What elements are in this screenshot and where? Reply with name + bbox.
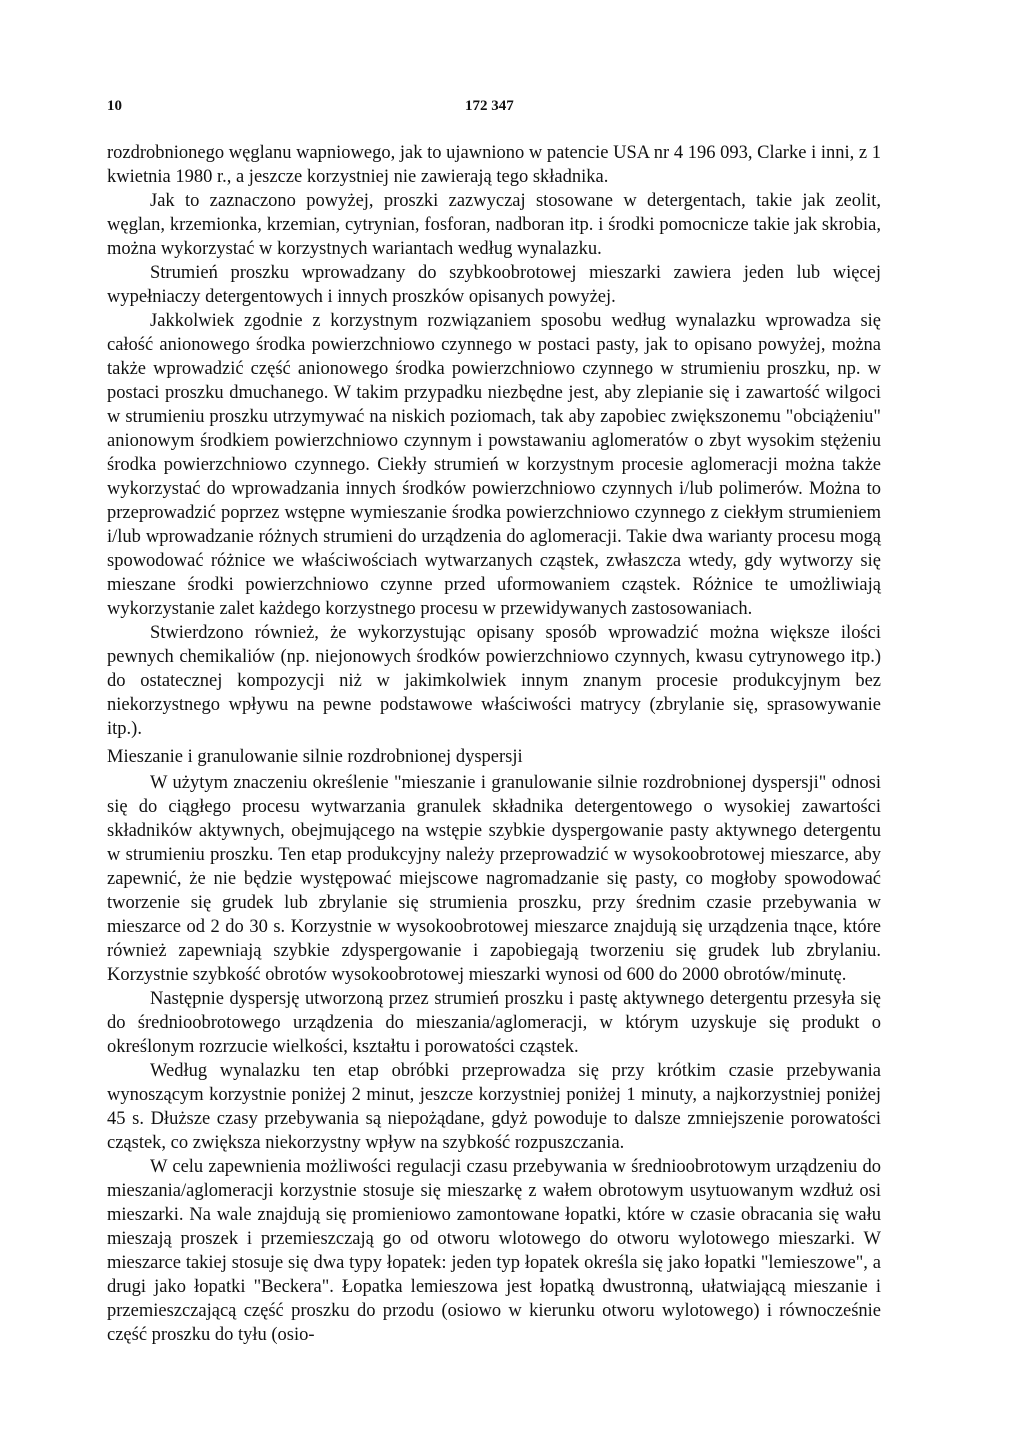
paragraph: W celu zapewnienia możliwości regulacji czasu przebywania w średnioobrotowym urządzeniu do mieszania/aglomeracji korzystnie stosuje się mieszarkę z wałem obrotowym usytuowanym wzdłuż osi mieszarki. Na wale znajdują się promieniowo zamontowane łopatki, które w czasie obracania się wału mieszają proszek i przemieszczają go od otworu wlotowego do otworu wylotowego mieszarki. W mieszarce takiej stosuje się dwa typy łopatek: jeden typ łopatek określa się jako łopatki "lemieszowe", a drugi jako łopatki "Beckera". Łopatka lemieszowa jest łopatką dwustronną, ułatwiającą mieszanie i przemieszczającą część proszku do przodu (osiowo w kierunku otworu wylotowego) i równocześnie część proszku do tyłu (osio-	[107, 1157, 881, 1345]
page-number: 10	[107, 98, 122, 114]
paragraph: Jakkolwiek zgodnie z korzystnym rozwiązaniem sposobu według wynalazku wprowadza się całość anionowego środka powierzchniowo czynnego w postaci pasty, jak to opisano powyżej, można także wprowadzić część anionowego środka powierzchniowo czynnego w strumieniu proszku, np. w postaci proszku dmuchanego. W takim przypadku niezbędne jest, aby zlepianie się i zawartość wilgoci w strumieniu proszku utrzymywać na niskich poziomach, tak aby zapobiec zwiększonemu "obciążeniu" anionowym środkiem powierzchniowo czynnym i powstawaniu aglomeratów o zbyt wysokim stężeniu środka powierzchniowo czynnego. Ciekły strumień w korzystnym procesie aglomeracji można także wykorzystać do wprowadzania innych środków powierzchniowo czynnych i/lub polimerów. Można to przeprowadzić poprzez wstępne wymieszanie środka powierzchniowo czynnego z ciekłym strumieniem i/lub wprowadzanie różnych strumieni do urządzenia do aglomeracji. Takie dwa warianty procesu mogą spowodować różnice we właściwościach wytwarzanych cząstek, zwłaszcza wtedy, gdy wytworzy się mieszane środki powierzchniowo czynne przed uformowaniem cząstek. Różnice te umożliwiają wykorzystanie zalet każdego korzystnego procesu w przewidywanych zastosowaniach.	[107, 311, 881, 619]
paragraph: Stwierdzono również, że wykorzystując opisany sposób wprowadzić można większe ilości pewnych chemikaliów (np. niejonowych środków powierzchniowo czynnych, kwasu cytrynowego itp.) do ostatecznej kompozycji niż w jakimkolwiek innym znanym procesie produkcyjnym bez niekorzystnego wpływu na pewne podstawowe właściwości matrycy (zbrylanie się, sprasowywanie itp.).	[107, 623, 881, 739]
paragraph: Jak to zaznaczono powyżej, proszki zazwyczaj stosowane w detergentach, takie jak zeolit, węglan, krzemionka, krzemian, cytrynian, fosforan, nadboran itp. i środki pomocnicze takie jak skrobia, można wykorzystać w korzystnych wariantach według wynalazku.	[107, 191, 881, 259]
patent-number: 172 347	[465, 98, 514, 114]
section-heading: Mieszanie i granulowanie silnie rozdrobnionej dyspersji	[107, 747, 523, 767]
paragraph: rozdrobnionego węglanu wapniowego, jak to ujawniono w patencie USA nr 4 196 093, Clarke i inni, z 1 kwietnia 1980 r., a jeszcze korzystniej nie zawierają tego składnika.	[107, 143, 881, 187]
page-header	[107, 98, 889, 120]
paragraph: Według wynalazku ten etap obróbki przeprowadza się przy krótkim czasie przebywania wynoszącym korzystnie poniżej 2 minut, jeszcze korzystniej poniżej 1 minuty, a najkorzystniej poniżej 45 s. Dłuższe czasy przebywania są niepożądane, gdyż powoduje to dalsze zmniejszenie porowatości cząstek, co zwiększa niekorzystny wpływ na szybkość rozpuszczania.	[107, 1061, 881, 1153]
paragraph: W użytym znaczeniu określenie "mieszanie i granulowanie silnie rozdrobnionej dyspersji" odnosi się do ciągłego procesu wytwarzania granulek składnika detergentowego o wysokiej zawartości składników aktywnych, obejmującego na wstępie szybkie dyspergowanie pasty aktywnego detergentu w strumieniu proszku. Ten etap produkcyjny należy przeprowadzić w wysokoobrotowej mieszarce, aby zapewnić, że nie będzie występować miejscowe nagromadzanie się pasty, co mogłoby spowodować tworzenie się grudek lub zbrylanie się strumienia proszku, przy średnim czasie przebywania w mieszarce od 2 do 30 s. Korzystnie w wysokoobrotowej mieszarce znajdują się urządzenia tnące, które również zapewniają szybkie zdyspergowanie i zapobiegają tworzeniu się grudek lub zbrylaniu. Korzystnie szybkość obrotów wysokoobrotowej mieszarki wynosi od 600 do 2000 obrotów/minutę.	[107, 773, 881, 985]
paragraph: Strumień proszku wprowadzany do szybkoobrotowej mieszarki zawiera jeden lub więcej wypełniaczy detergentowych i innych proszków opisanych powyżej.	[107, 263, 881, 307]
document-body	[107, 141, 881, 1347]
paragraph: Następnie dyspersję utworzoną przez strumień proszku i pastę aktywnego detergentu przesyła się do średnioobrotowego urządzenia do mieszania/aglomeracji, w którym uzyskuje się produkt o określonym rozrzucie wielkości, kształtu i porowatości cząstek.	[107, 989, 881, 1057]
